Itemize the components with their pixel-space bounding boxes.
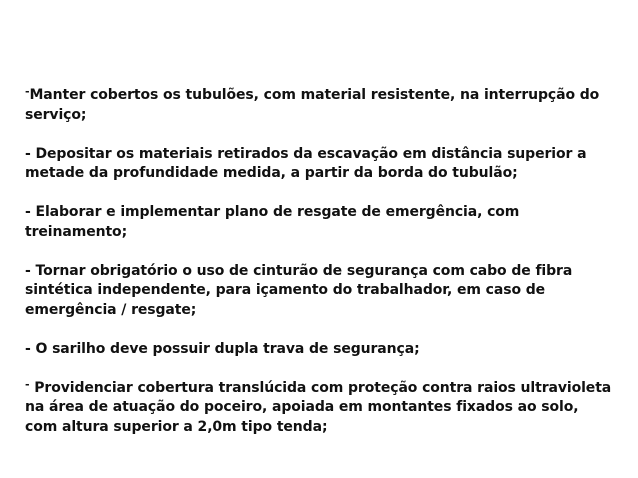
list-dash: - [25,85,30,98]
list-item-text: Providenciar cobertura translúcida com proteção contra raios ultravioleta na área de atuação do poceiro, apoiada em montantes fixados ao solo, com altura superior a 2,0m tipo tenda; [25,379,616,435]
list-item-text: O sarilho deve possuir dupla trava de segurança; [35,340,420,357]
list-item-text: Manter cobertos os tubulões, com material resistente, na interrupção do serviço; [25,87,600,123]
list-item [25,86,615,125]
list-dash: - [25,340,36,357]
list-item-text: Depositar os materiais retirados da escavação em distância superior a metade da profundidade medida, a partir da borda do tubulão; [25,145,587,181]
list-item [25,145,615,184]
list-dash: - [25,262,36,279]
bullet-list [25,86,615,437]
list-item [25,340,615,360]
list-dash: - [25,377,30,391]
list-item-text: Elaborar e implementar plano de resgate de emergência, com treinamento; [25,204,520,240]
list-dash: - [25,145,36,162]
list-item [25,262,615,321]
list-item [25,203,615,242]
list-item-text: Tornar obrigatório o uso de cinturão de segurança com cabo de fibra sintética independente, para içamento do trabalhador, em caso de emergência / resgate; [25,262,573,318]
list-item [25,379,615,438]
list-dash: - [25,204,36,220]
